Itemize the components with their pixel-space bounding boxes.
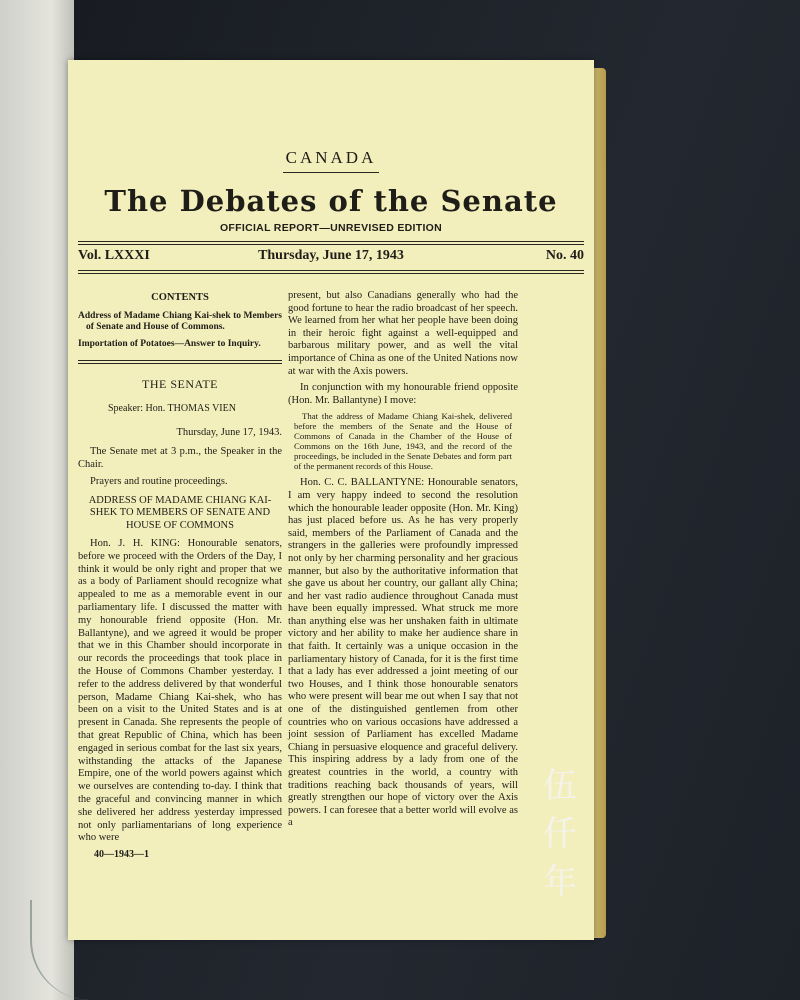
section-divider bbox=[78, 360, 282, 364]
issue-number: No. 40 bbox=[545, 248, 584, 263]
contents-item: Importation of Potatoes—Answer to Inquiry. bbox=[78, 338, 261, 349]
rule-top-inner bbox=[78, 244, 584, 245]
rule-bottom bbox=[78, 270, 584, 271]
rule-top bbox=[78, 241, 584, 242]
issue-volume: Vol. LXXXI bbox=[78, 248, 150, 263]
contents-item: Address of Madame Chiang Kai-shek to Members of Senate and House of Commons. bbox=[78, 310, 282, 332]
stamp-char: 伍 bbox=[543, 766, 577, 806]
paragraph: present, but also Canadians generally who had the good fortune to hear the radio broadcast of her speech. We learned from her what her people have been doing in their heroic fight against a well-equipped and barbarous military power, and as well the vital importance of China as one of the United Nations now at war with the Axis powers. bbox=[288, 290, 518, 377]
contents-heading: CONTENTS bbox=[151, 292, 209, 303]
right-column bbox=[288, 290, 518, 834]
issue-date: Thursday, June 17, 1943 bbox=[258, 248, 404, 263]
folio: 40—1943—1 bbox=[94, 849, 149, 861]
king-speech: Hon. J. H. KING: Honourable senators, before we proceed with the Orders of the Day, I think it would be only right and proper that we as a body of Parliament should recognize what appealed to me as a memorable event in our parliamentary life. I discussed the matter with my honourable friend opposite (Hon. Mr. Ballantyne), and we agreed it would be proper that we in this Chamber should incorporate in our records the proceedings that took place in the House of Commons Chamber yesterday. I refer to the address delivered by that wonderful person, Madame Chiang Kai-shek, who has been on a visit to the United States and is at present in Canada. She represents the people of that great Republic of China, which has been engaged in serious combat for the last six years, withstanding the attacks of the Japanese Empire, one of the world powers against which we ourselves are contending to-day. I think that the graceful and convincing manner in which she delivered her address yesterday impressed not only parliamentarians of long experience who were bbox=[78, 538, 282, 844]
rule-bottom-inner bbox=[78, 273, 584, 274]
document-page bbox=[68, 60, 594, 940]
stamp-char: 仟 bbox=[543, 814, 577, 854]
ballantyne-speech: Hon. C. C. BALLANTYNE: Honourable senators, I am very happy indeed to second the resolution which the honourable leader opposite (Hon. Mr. King) has just placed before us. As he has very properly said, members of the Parliament of Canada and the strangers in the galleries were profoundly impressed not only by her charming personality and her gracious manner, but also by the authoritative information that she gave us about her country, our gallant ally China; and her vast radio audience throughout Canada must have been equally impressed. What struck me more than anything else was her unshaken faith in ultimate victory and her ability to make her audience share in that faith. It certainly was a unique occasion in the parliamentary history of Canada, for it is the first time that a lady has ever addressed a joint meeting of our two Houses, and I think those honourable senators who were present will bear me out when I say that not one of the distinguished gentlemen from other countries who on various occasions have addressed a joint session of Parliament has excelled Madame Chiang in persuasive eloquence and graceful delivery. This inspiring address by a lady from one of the greatest countries in the world, a country with traditions reaching back thousands of years, will greatly strengthen our hope of victory over the Axis powers. I can foresee that a better world will evolve as a bbox=[288, 477, 518, 829]
masthead-subtitle: OFFICIAL REPORT—UNREVISED EDITION bbox=[219, 222, 443, 234]
paragraph: Prayers and routine proceedings. bbox=[90, 475, 228, 487]
senate-heading: THE SENATE bbox=[142, 376, 218, 391]
sitting-date: Thursday, June 17, 1943. bbox=[176, 427, 282, 439]
paragraph: The Senate met at 3 p.m., the Speaker in the Chair. bbox=[78, 446, 282, 470]
paragraph: In conjunction with my honourable friend opposite (Hon. Mr. Ballantyne) I move: bbox=[288, 382, 518, 406]
masthead-title: The Debates of the Senate bbox=[104, 184, 558, 218]
masthead-rule bbox=[283, 172, 379, 173]
stamp-char: 年 bbox=[543, 862, 577, 902]
left-column bbox=[78, 292, 282, 862]
issue-bar bbox=[78, 248, 584, 268]
watermark-stamp bbox=[540, 762, 580, 906]
masthead-country: CANADA bbox=[285, 148, 377, 167]
item-heading: ADDRESS OF MADAME CHIANG KAI-SHEK TO MEMBERS OF SENATE AND HOUSE OF COMMONS bbox=[88, 494, 272, 531]
speaker-line: Speaker: Hon. THOMAS VIEN bbox=[108, 402, 236, 414]
facing-page bbox=[0, 0, 74, 1000]
motion-text: That the address of Madame Chiang Kai-shek, delivered before the members of the Senate and the House of Commons of Canada in the Chamber of the House of Commons on the 16th June, 1943, and the record of the proceedings, be included in the Senate Debates and form part of the permanent records of this House. bbox=[294, 411, 512, 472]
